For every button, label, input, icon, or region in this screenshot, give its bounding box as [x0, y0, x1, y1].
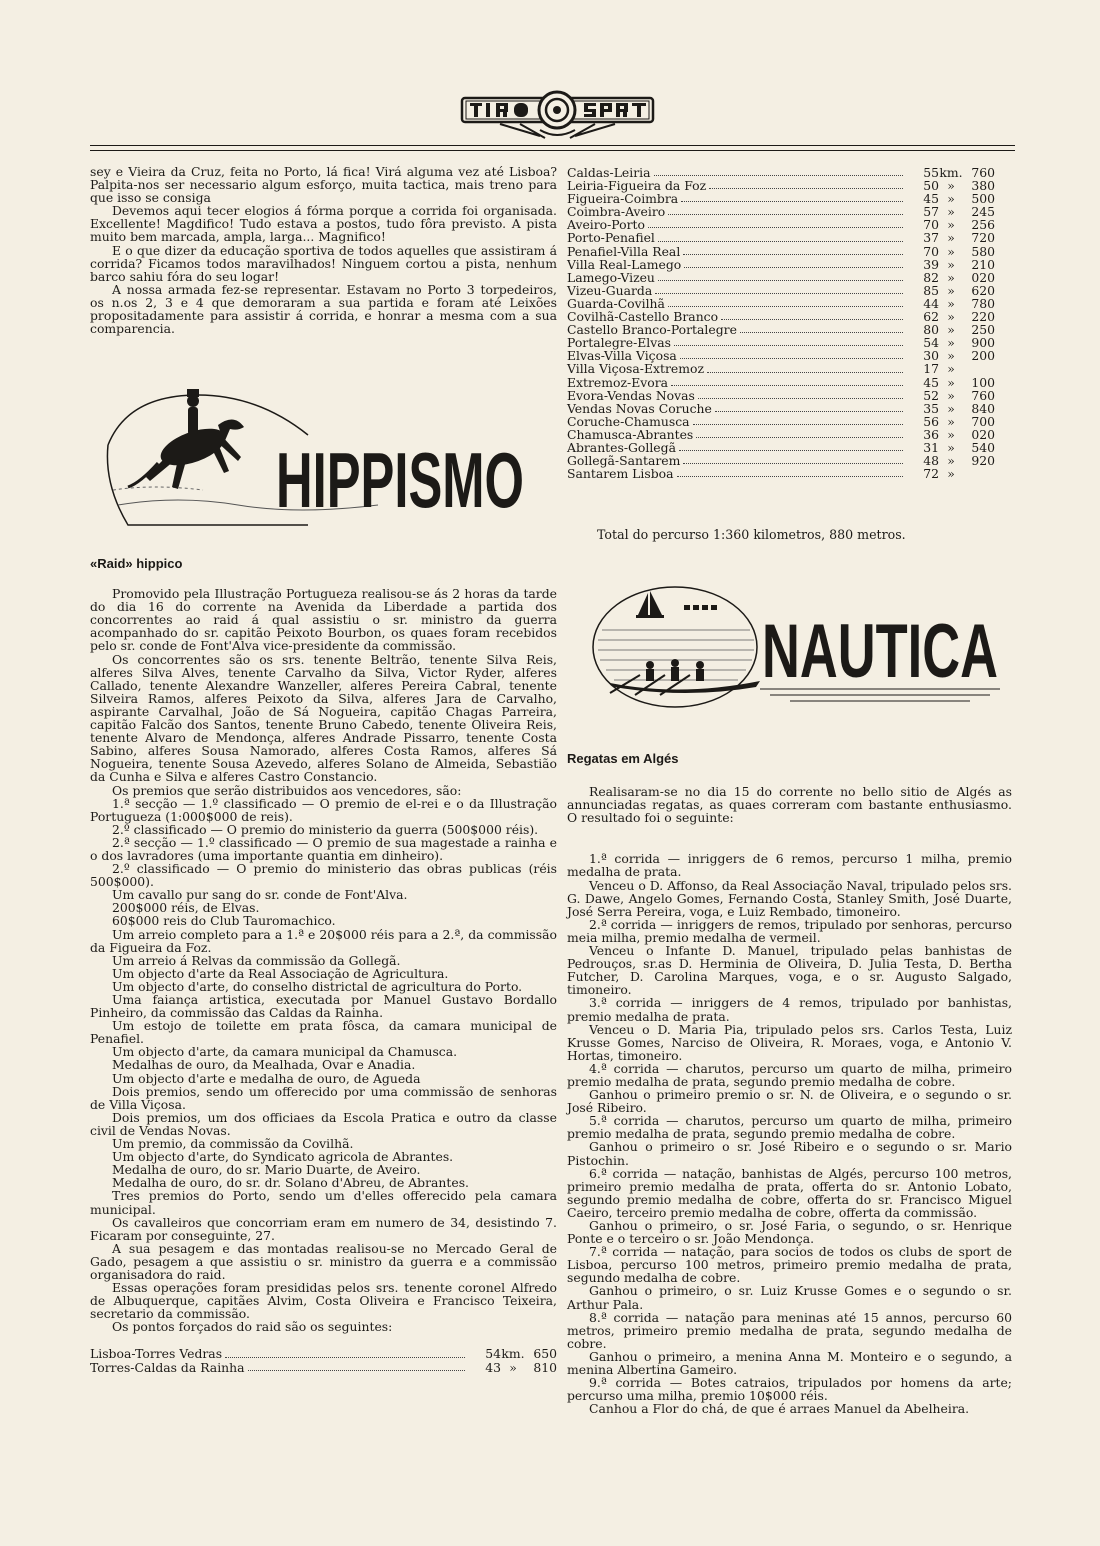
- route-name: Torres-Caldas da Rainha: [90, 1359, 245, 1375]
- route-metres: 220: [971, 309, 995, 325]
- regatas-section: [567, 752, 1012, 1415]
- regatas-heading: Regatas em Algés: [567, 751, 679, 766]
- route-metres: 780: [971, 295, 995, 311]
- nautica-illustration: [590, 585, 1010, 715]
- route-row: [567, 467, 995, 480]
- route-metres: 760: [971, 387, 995, 403]
- route-metres: 200: [971, 348, 995, 364]
- regatas-paragraph: 9.ª corrida — Botes catraios, tripulados por homens da arte; percurso uma milha, premio 10$000 réis.: [567, 1375, 1012, 1404]
- route-start-list: [90, 1347, 557, 1373]
- regatas-paragraph: Ganhou o primeiro o sr. José Ribeiro e o segundo o sr. Mario Pistochin.: [567, 1139, 1012, 1168]
- route-name: Abrantes-Gollegã: [567, 439, 676, 455]
- raid-paragraph: Um objecto d'arte, do conselho districtal de agricultura do Porto.: [112, 978, 523, 994]
- route-unit: »: [947, 361, 955, 377]
- route-km: 72: [923, 466, 939, 482]
- route-km: 57: [923, 204, 939, 220]
- regatas-paragraph: Ganhou o primeiro, a menina Anna M. Monteiro e o segundo, a menina Albertina Gameiro.: [567, 1348, 1012, 1378]
- route-metres: 620: [971, 282, 995, 298]
- raid-paragraph: 2.º classificado — O premio do ministerio das obras publicas (réis 500$000).: [90, 861, 557, 890]
- raid-paragraph: 2.ª secção — 1.º classificado — O premio de sua magestade a rainha e o dos lavradores (uma importante quantia em dinheiro).: [90, 834, 557, 863]
- raid-paragraph: 2.º classificado — O premio do ministerio da guerra (500$000 réis).: [112, 821, 539, 837]
- top-rule: [90, 145, 1015, 146]
- route-name: Chamusca-Abrantes: [567, 426, 694, 442]
- route-row: [567, 428, 995, 441]
- raid-paragraph: Promovido pela Illustração Portugueza realisou-se ás 2 horas da tarde do dia 16 do corrente na Avenida da Liberdade a partida dos concorrentes ao raid á qual assistiu o sr. ministro da guerra acompanhado do sr. capitão Peixoto Bourbon, os quaes foram recebidos pelo sr. conde de Font'Alva vice-presidente da commissão.: [90, 586, 557, 654]
- route-km: 54: [923, 335, 939, 351]
- raid-paragraph: Medalhas de ouro, da Mealhada, Ovar e Anadia.: [112, 1057, 416, 1073]
- regatas-paragraph: Ganhou o primeiro, o sr. José Faria, o segundo, o sr. Henrique Ponte e o terceiro o sr. João Mendonça.: [567, 1218, 1012, 1247]
- intro-text: [90, 165, 557, 335]
- regatas-paragraph: Realisaram-se no dia 15 do corrente no bello sitio de Algés as annunciadas regatas, as quaes correram com bastante enthusiasmo. O resultado foi o seguinte:: [567, 784, 1012, 826]
- route-metres: 210: [971, 256, 995, 272]
- route-name: Santarem Lisboa: [567, 466, 674, 482]
- route-name: Evora-Vendas Novas: [567, 387, 695, 403]
- route-km: 55: [923, 165, 939, 180]
- route-km: 80: [923, 322, 939, 338]
- route-km: 17: [923, 361, 939, 377]
- route-name: Lamego-Vizeu: [567, 269, 655, 285]
- route-km: 54: [485, 1346, 501, 1362]
- regatas-paragraph: 6.ª corrida — natação, banhistas de Algés, percurso 100 metros, primeiro premio medalha de prata, offerta do sr. Antonio Lobato, segundo premio medalha de cobre, offerta do sr. Francisco Miguel Caeiro, terceiro premio medalha de cobre, offerta da commissão.: [567, 1165, 1012, 1220]
- regatas-paragraph: 2.ª corrida — inriggers de remos, tripulado por senhoras, percurso meia milha, premio medalha de vermeil.: [567, 916, 1012, 945]
- route-name: Gollegã-Santarem: [567, 453, 681, 469]
- route-unit: »: [947, 374, 955, 390]
- route-unit: »: [947, 466, 955, 482]
- route-row: [567, 389, 995, 402]
- route-name: Villa Viçosa-Extremoz: [567, 361, 704, 377]
- raid-paragraph: 60$000 reis do Club Tauromachico.: [112, 913, 336, 929]
- route-row: [567, 258, 995, 271]
- raid-paragraph: Dois premios, um dos officiaes da Escola Pratica e outro da classe civil de Vendas Novas.: [90, 1109, 557, 1138]
- route-name: Coimbra-Aveiro: [567, 204, 666, 220]
- route-km: 35: [923, 400, 939, 416]
- route-unit: »: [947, 191, 955, 207]
- route-list: [567, 166, 995, 480]
- route-metres: 540: [971, 439, 995, 455]
- route-metres: 020: [971, 269, 995, 285]
- route-unit: »: [947, 453, 955, 469]
- raid-paragraph: Um cavallo pur sang do sr. conde de Font'Alva.: [112, 887, 408, 903]
- route-unit: »: [947, 282, 955, 298]
- route-km: 37: [923, 230, 939, 246]
- route-name: Castello Branco-Portalegre: [567, 322, 737, 338]
- raid-paragraph: Um premio, da commissão da Covilhã.: [112, 1136, 354, 1152]
- route-unit: »: [947, 439, 955, 455]
- raid-paragraph: Medalha de ouro, do sr. dr. Solano d'Abreu, de Abrantes.: [112, 1175, 469, 1191]
- route-unit: »: [947, 217, 955, 233]
- route-km: 43: [485, 1359, 501, 1375]
- route-metres: 256: [971, 217, 995, 233]
- route-unit: »: [947, 413, 955, 429]
- route-metres: 900: [971, 335, 995, 351]
- route-unit: »: [947, 178, 955, 194]
- route-name: Caldas-Leiria: [567, 165, 651, 180]
- route-unit: »: [947, 256, 955, 272]
- raid-paragraph: Medalha de ouro, do sr. Mario Duarte, de Aveiro.: [112, 1162, 421, 1178]
- route-metres: 700: [971, 413, 995, 429]
- route-km: 44: [923, 295, 939, 311]
- raid-paragraph: 1.ª secção — 1.º classificado — O premio de el-rei e o da Illustração Portugueza (1:000$000 de reis).: [90, 795, 557, 824]
- route-metres: 380: [971, 178, 995, 194]
- route-metres: 020: [971, 426, 995, 442]
- route-name: Penafiel-Villa Real: [567, 243, 681, 259]
- route-unit: »: [509, 1359, 517, 1375]
- regatas-paragraph: 8.ª corrida — natação para meninas até 15 annos, percurso 60 metros, primeiro premio medalha de prata, segundo medalha de cobre.: [567, 1309, 1012, 1351]
- raid-paragraph: Um objecto d'arte e medalha de ouro, de Agueda: [112, 1070, 421, 1086]
- route-km: 82: [923, 269, 939, 285]
- route-name: Aveiro-Porto: [567, 217, 645, 233]
- route-name: Elvas-Villa Viçosa: [567, 348, 677, 364]
- route-km: 56: [923, 413, 939, 429]
- route-km: 45: [923, 374, 939, 390]
- route-metres: 720: [971, 230, 995, 246]
- route-metres: 920: [971, 453, 995, 469]
- raid-paragraph: 200$000 réis, de Elvas.: [112, 900, 260, 916]
- route-km: 39: [923, 256, 939, 272]
- route-name: Extremoz-Evora: [567, 374, 669, 390]
- route-unit: »: [947, 295, 955, 311]
- sailboat-icon: [636, 591, 664, 618]
- route-name: Figueira-Coimbra: [567, 191, 679, 207]
- route-row: [567, 245, 995, 258]
- route-km: 52: [923, 387, 939, 403]
- route-unit: km.: [501, 1346, 525, 1362]
- route-km: 45: [923, 191, 939, 207]
- route-km: 50: [923, 178, 939, 194]
- route-unit: »: [947, 322, 955, 338]
- route-row: [567, 362, 995, 375]
- route-metres: 100: [971, 374, 995, 390]
- raid-paragraph: Um arreio completo para a 1.ª e 20$000 réis para a 2.ª, da commissão da Figueira da Foz.: [90, 926, 557, 955]
- route-name: Guarda-Covilhã: [567, 295, 665, 311]
- route-name: Covilhã-Castello Branco: [567, 309, 719, 325]
- route-metres: 650: [533, 1346, 557, 1362]
- route-km: 36: [923, 426, 939, 442]
- raid-heading: «Raid» hippico: [90, 556, 183, 571]
- raid-paragraph: Um objecto d'arte, da camara municipal da Chamusca.: [112, 1044, 458, 1060]
- raid-paragraph: Os pontos forçados do raid são os seguintes:: [112, 1319, 393, 1335]
- route-unit: »: [947, 426, 955, 442]
- route-unit: »: [947, 309, 955, 325]
- regatas-paragraph: 1.ª corrida — inriggers de 6 remos, percurso 1 milha, premio medalha de prata.: [567, 851, 1012, 880]
- route-metres: 580: [971, 243, 995, 259]
- route-km: 48: [923, 453, 939, 469]
- route-unit: »: [947, 400, 955, 416]
- route-unit: »: [947, 243, 955, 259]
- route-metres: 760: [971, 165, 995, 180]
- raid-paragraph: A sua pesagem e das montadas realisou-se no Mercado Geral de Gado, pesagem a que assistiu o sr. ministro da guerra e a commissão organisadora do raid.: [90, 1240, 557, 1282]
- route-name: Portalegre-Elvas: [567, 335, 672, 351]
- regatas-paragraph: Venceu o D. Affonso, da Real Associação Naval, tripulado pelos srs. G. Dawe, Angelo Gomes, Fernando Costa, Stanley Smith, José Duarte, José Serra Pereira, voga, e Luiz Rembado, timoneiro.: [567, 877, 1012, 919]
- route-unit: »: [947, 204, 955, 220]
- horse-rider-icon: [146, 389, 244, 489]
- route-row: [90, 1347, 557, 1360]
- raid-paragraph: Um estojo de toilette em prata fôsca, da camara municipal de Penafiel.: [90, 1018, 557, 1047]
- raid-paragraph: Uma faiança artistica, executada por Manuel Gustavo Bordallo Pinheiro, da commissão das Caldas da Rainha.: [90, 992, 557, 1021]
- route-name: Coruche-Chamusca: [567, 413, 690, 429]
- route-km: 70: [923, 243, 939, 259]
- regatas-paragraph: Venceu o Infante D. Manuel, tripulado pelas banhistas de Pedrouços, sr.as D. Herminia de Oliveira, D. Julia Testa, D. Bertha Futcher, D. Carolina Marques, voga, e o sr. Augusto Salgado, timoneiro.: [567, 943, 1012, 998]
- route-unit: »: [947, 230, 955, 246]
- raid-paragraph: Os concorrentes são os srs. tenente Beltrão, tenente Silva Reis, alferes Silva Alves, tenente Carvalho da Silva, Victor Ryder, alferes Callado, tenente Alexandre Wanzeller, alferes Pereira Cabral, tenente Silveira Ramos, alferes Peixoto da Silva, alferes Jara de Carvalho, aspirante Carvalhal, João de Sá Nogueira, capitão Chagas Parreira, capitão Falcão dos Santos, tenente Bruno Cabedo, tenente Oliveira Reis, tenente Alvaro de Mendonça, alferes Andrade Pissarro, tenente Costa Sabino, alferes Sousa Namorado, alferes Costa Ramos, alferes Sá Nogueira, tenente Sousa Azevedo, alferes Solano de Almeida, Sebastião da Cunha e Silva e alferes Castro Constancio.: [90, 651, 557, 785]
- raid-paragraph: Um arreio á Relvas da commissão da Gollegã.: [112, 952, 401, 968]
- route-name: Porto-Penafiel: [567, 230, 655, 246]
- route-row: [567, 415, 995, 428]
- regatas-paragraph: Ganhou o primeiro premio o sr. N. de Oliveira, e o segundo o sr. José Ribeiro.: [567, 1087, 1012, 1116]
- intro-paragraph: Devemos aqui tecer elogios á fórma porque a corrida foi organisada. Excellente! Magdifico! Tudo estava a postos, tudo fôra previsto. A pista muito bem marcada, ampla, larga... Magnifico!: [90, 203, 557, 245]
- route-km: 62: [923, 309, 939, 325]
- raid-paragraph: Tres premios do Porto, sendo um d'elles offerecido pela camara municipal.: [90, 1188, 557, 1217]
- raid-section: [90, 557, 557, 1374]
- regatas-paragraph: Canhou a Flor do chá, de que é arraes Manuel da Abelheira.: [589, 1401, 970, 1417]
- intro-paragraph: A nossa armada fez-se representar. Estavam no Porto 3 torpedeiros, os n.os 2, 3 e 4 que demoraram a sua partida e foram até Leixões propositadamente para assistir á corrida, e honrar a mesma com a sua comparencia.: [90, 281, 557, 337]
- regatas-paragraph: 7.ª corrida — natação, para socios de todos os clubs de sport de Lisboa, percurso 100 metros, primeiro premio medalha de prata, segundo medalha de cobre.: [567, 1244, 1012, 1286]
- raid-paragraph: Um objecto d'arte, do Syndicato agricola de Abrantes.: [112, 1149, 454, 1165]
- route-name: Vizeu-Guarda: [567, 282, 653, 298]
- route-name: Lisboa-Torres Vedras: [90, 1346, 223, 1362]
- raid-paragraph: Dois premios, sendo um offerecido por uma commissão de senhoras de Villa Viçosa.: [90, 1083, 557, 1112]
- route-row: [567, 402, 995, 415]
- route-row: [567, 271, 995, 284]
- route-unit: »: [947, 348, 955, 364]
- top-rule-thin: [90, 150, 1015, 151]
- route-name: Vendas Novas Coruche: [567, 400, 712, 416]
- route-km: 30: [923, 348, 939, 364]
- regatas-paragraph: 3.ª corrida — inriggers de 4 remos, tripulado por banhistas, premio medalha de prata.: [567, 995, 1012, 1024]
- route-unit: »: [947, 335, 955, 351]
- route-metres: 245: [971, 204, 995, 220]
- raid-paragraph: Os cavalleiros que concorriam eram em numero de 34, desistindo 7. Ficaram por conseguinte, 27.: [90, 1214, 557, 1243]
- tiro-e-sport-emblem: [460, 86, 655, 140]
- nautica-title: NAUTICA: [762, 609, 998, 694]
- regatas-paragraph: 4.ª corrida — charutos, percurso um quarto de milha, primeiro premio medalha de prata, segundo premio medalha de cobre.: [567, 1060, 1012, 1089]
- route-unit: »: [947, 269, 955, 285]
- raid-paragraph: Um objecto d'arte da Real Associação de Agricultura.: [112, 965, 449, 981]
- route-unit: »: [947, 387, 955, 403]
- route-metres: 250: [971, 322, 995, 338]
- route-row: [567, 376, 995, 389]
- raid-paragraph: Essas operações foram presididas pelos srs. tenente coronel Alfredo de Albuquerque, capitães Alvim, Costa Oliveira e Francisco Teixeira, secretario da commissão.: [90, 1280, 557, 1322]
- route-unit: km.: [939, 165, 963, 180]
- route-km: 31: [923, 439, 939, 455]
- route-metres: 500: [971, 191, 995, 207]
- route-total: Total do percurso 1:360 kilometros, 880 metros.: [597, 527, 906, 542]
- route-row: [90, 1361, 557, 1374]
- regatas-paragraph: Ganhou o primeiro, o sr. Luiz Krusse Gomes e o segundo o sr. Arthur Pala.: [567, 1283, 1012, 1312]
- hippismo-illustration: [98, 385, 528, 535]
- hippismo-title: HIPPISMO: [276, 436, 524, 524]
- regatas-paragraph: Venceu o D. Maria Pia, tripulado pelos srs. Carlos Testa, Luiz Krusse Gomes, Narciso de Oliveira, R. Moraes, voga, e Antonio V. Hortas, timoneiro.: [567, 1021, 1012, 1063]
- route-name: Leiria-Figueira da Foz: [567, 178, 707, 194]
- route-row: [567, 284, 995, 297]
- route-metres: 840: [971, 400, 995, 416]
- route-row: [567, 231, 995, 244]
- intro-paragraph: E o que dizer da educação sportiva de todos aquelles que assistiram á corrida? Ficamos todos maravilhados! Ninguem cortou a pista, nenhum barco sahiu fóra do seu logar!: [90, 242, 557, 284]
- intro-paragraph: sey e Vieira da Cruz, feita no Porto, lá fica! Virá alguma vez até Lisboa? Palpita-nos ser necessario algum esforço, muita tactica, mais treno para que isso se consiga: [90, 164, 557, 206]
- regatas-paragraph: 5.ª corrida — charutos, percurso um quarto de milha, primeiro premio medalha de prata, segundo premio medalha de cobre.: [567, 1113, 1012, 1142]
- route-km: 70: [923, 217, 939, 233]
- route-metres: 810: [533, 1359, 557, 1375]
- raid-paragraph: Os premios que serão distribuidos aos vencedores, são:: [112, 782, 462, 798]
- rowing-boat-icon: [610, 659, 760, 695]
- route-name: Villa Real-Lamego: [567, 256, 682, 272]
- route-km: 85: [923, 282, 939, 298]
